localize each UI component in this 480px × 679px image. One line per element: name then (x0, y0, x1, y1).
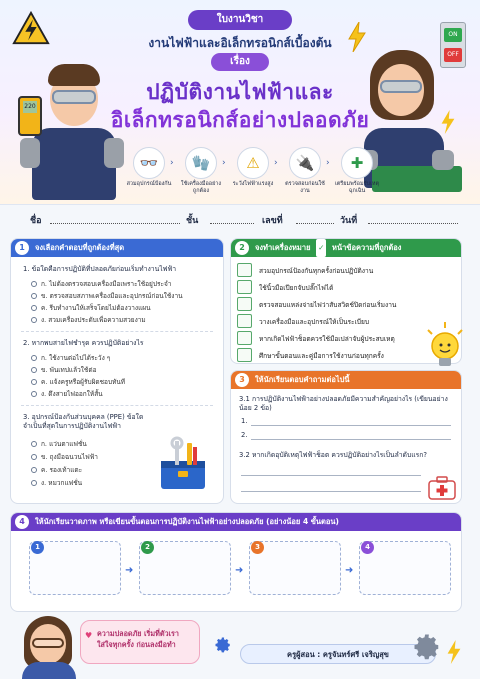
first-aid-icon: ✚ (341, 147, 373, 179)
radio-icon (31, 367, 37, 373)
checklist-item[interactable]: ศึกษาขั้นตอนและคู่มือการใช้งานก่อนทุกครั้ง (237, 348, 384, 362)
toolbox-icon (153, 435, 213, 495)
section-multiple-choice (10, 238, 224, 504)
arrow-right-icon: ➜ (125, 565, 134, 576)
step-number: 3 (251, 541, 264, 554)
safety-item (282, 147, 328, 195)
safety-item (230, 147, 276, 188)
number-field[interactable] (296, 223, 334, 224)
multimeter-icon (18, 96, 42, 136)
radio-icon (31, 293, 37, 299)
answer-option[interactable]: ข. พันเทปแล้วใช้ต่อ (31, 365, 96, 375)
divider (21, 405, 213, 406)
class-label: ชั้น (186, 216, 199, 226)
safety-item (178, 147, 224, 195)
question-text: 3. อุปกรณ์ป้องกันส่วนบุคคล (PPE) ข้อใดจำเป็นที่สุดในการปฏิบัติงานไฟฟ้า (23, 413, 144, 430)
section-steps (10, 512, 462, 612)
answer-number: 2. (241, 431, 248, 439)
section-number: 3 (235, 373, 249, 387)
name-label: ชื่อ (30, 216, 42, 226)
quote-line2: ใส่ใจทุกครั้ง ก่อนลงมือทำ (97, 640, 176, 649)
radio-icon (31, 454, 37, 460)
name-field[interactable] (50, 223, 180, 224)
divider (21, 331, 213, 332)
teacher-illustration (14, 612, 84, 679)
section-short-answer (230, 370, 462, 504)
checklist-item[interactable]: วางเครื่องมือและอุปกรณ์ให้เป็นระเบียบ (237, 314, 369, 328)
safety-caption: ระวังไฟฟ้าแรงสูง (232, 181, 274, 187)
radio-icon (31, 355, 37, 361)
arrow-right-icon: › (326, 158, 330, 168)
safety-caption: สวมอุปกรณ์ป้องกัน (126, 181, 172, 187)
checkbox-icon (237, 280, 252, 294)
question (23, 413, 153, 431)
date-label: วันที่ (340, 216, 358, 226)
lightbulb-icon (422, 320, 468, 374)
answer-line[interactable] (241, 491, 421, 492)
safety-item (126, 147, 172, 188)
teacher-name: ครูผู้สอน : ครูจันทร์ศรี เจริญสุข (240, 644, 436, 664)
quote-line1: ความปลอดภัย เริ่มที่ตัวเรา (97, 629, 179, 638)
radio-icon (31, 441, 37, 447)
answer-option[interactable]: ค. รีบทำงานให้เสร็จโดยไม่ต้องวางแผน (31, 303, 151, 313)
safety-caption: ตรวจสอบก่อนใช้งาน (285, 181, 325, 194)
safety-item (334, 147, 380, 195)
checklist-item[interactable]: สวมอุปกรณ์ป้องกันทุกครั้งก่อนปฏิบัติงาน (237, 263, 373, 277)
section-title: ให้นักเรียนวาดภาพ หรือเขียนขั้นตอนการปฏิบัติงานไฟฟ้าอย่างปลอดภัย (อย่างน้อย 4 ขั้นตอน) (35, 517, 339, 526)
checkmark-icon: ✓ (316, 239, 326, 257)
answer-option[interactable]: ค. แจ้งครูหรือผู้รับผิดชอบทันที (31, 377, 125, 387)
arrow-right-icon: ➜ (235, 565, 244, 576)
gear-icon (412, 632, 442, 662)
answer-line[interactable] (251, 439, 451, 440)
radio-icon (31, 317, 37, 323)
radio-icon (31, 391, 37, 397)
arrow-right-icon: › (170, 158, 174, 168)
answer-option[interactable]: ง. ดึงสายไฟออกให้สั้น (31, 389, 103, 399)
safety-quote (80, 620, 200, 664)
step-number: 4 (361, 541, 374, 554)
section-number: 4 (15, 515, 29, 529)
safety-caption: ใช้เครื่องมืออย่างถูกต้อง (180, 181, 222, 194)
lightning-bolt-icon (446, 640, 462, 664)
answer-option[interactable]: ง. สวมเครื่องประดับเพื่อความสวยงาม (31, 315, 146, 325)
main-title-line1: ปฏิบัติงานไฟฟ้าและ (146, 80, 334, 104)
section-header (231, 371, 461, 389)
gloves-icon: 🧤 (185, 147, 217, 179)
arrow-right-icon: › (274, 158, 278, 168)
arrow-right-icon: › (222, 158, 226, 168)
checklist-item[interactable]: ใช้นิ้วมือเปียกจับปลั๊กไฟได้ (237, 280, 333, 294)
radio-icon (31, 467, 37, 473)
answer-option[interactable]: ค. รองเท้าแตะ (31, 465, 82, 475)
question (23, 265, 219, 274)
section-number: 2 (235, 241, 249, 255)
checkbox-icon (237, 348, 252, 362)
answer-option[interactable]: ก. แว่นตาแฟชั่น (31, 439, 87, 449)
section-header (11, 239, 223, 257)
main-title-line2: อิเล็กทรอนิกส์อย่างปลอดภัย (110, 108, 370, 132)
date-field[interactable] (368, 223, 458, 224)
step-number: 1 (31, 541, 44, 554)
meter-reading: 220 (23, 101, 37, 113)
section-number: 1 (15, 241, 29, 255)
boy-technician-illustration (14, 50, 134, 200)
checklist-item[interactable]: หากเกิดไฟฟ้าช็อตควรใช้มือเปล่าจับผู้ประสบเหตุ (237, 331, 395, 345)
question-text: 3.1 การปฏิบัติงานไฟฟ้าอย่างปลอดภัยมีความสำคัญอย่างไร (เขียนอย่างน้อย 2 ข้อ) (239, 395, 448, 412)
plug-icon: 🔌 (289, 147, 321, 179)
answer-option[interactable]: ข. ถุงมือฉนวนไฟฟ้า (31, 452, 98, 462)
goggles-icon: 👓 (133, 147, 165, 179)
answer-option[interactable]: ก. ไม่ต้องตรวจสอบเครื่องมือเพราะใช้อยู่ประจำ (31, 279, 171, 289)
question-text: 2. หากพบสายไฟชำรุด ควรปฏิบัติอย่างไร (23, 339, 144, 347)
radio-icon (31, 305, 37, 311)
checkbox-icon (237, 331, 252, 345)
question-text: 3.2 หากเกิดอุบัติเหตุไฟฟ้าช็อต ควรปฏิบัติอย่างไรเป็นลำดับแรก? (239, 451, 428, 459)
answer-line[interactable] (241, 475, 421, 476)
course-title: งานไฟฟ้าและอิเล็กทรอนิกส์เบื้องต้น (148, 36, 332, 50)
switch-off-label: OFF (444, 48, 462, 62)
section-header (11, 513, 461, 531)
checkbox-icon (237, 297, 252, 311)
gear-icon (214, 636, 232, 654)
answer-option[interactable]: ง. หมวกแฟชั่น (31, 478, 82, 488)
safety-caption: เตรียมพร้อมรับเหตุฉุกเฉิน (334, 181, 380, 194)
student-info-row (10, 210, 470, 230)
switch-on-label: ON (444, 28, 462, 42)
checklist-item[interactable]: ตรวจสอบแหล่งจ่ายไฟว่าสับสวิตช์ปิดก่อนเริ่มงาน (237, 297, 396, 311)
number-label: เลขที่ (262, 216, 283, 226)
checkbox-icon (237, 263, 252, 277)
answer-option[interactable]: ก. ใช้งานต่อไปได้ระวัง ๆ (31, 353, 110, 363)
worksheet-header (0, 0, 480, 205)
section-title-prefix: จงทำเครื่องหมาย (255, 243, 311, 252)
answer-option[interactable]: ข. ตรวจสอบสภาพเครื่องมือและอุปกรณ์ก่อนใช้งาน (31, 291, 183, 301)
question-text: 1. ข้อใดคือการปฏิบัติที่ปลอดภัยก่อนเริ่มทำงานไฟฟ้า (23, 265, 177, 273)
heart-icon: ♥ (85, 631, 93, 640)
radio-icon (31, 379, 37, 385)
topic-label: เรื่อง (211, 53, 269, 71)
first-aid-kit-icon (427, 475, 457, 501)
section-title: จงเลือกคำตอบที่ถูกต้องที่สุด (35, 243, 125, 252)
radio-icon (31, 480, 37, 486)
answer-number: 1. (241, 417, 248, 425)
warning-icon: ⚠ (237, 147, 269, 179)
radio-icon (31, 281, 37, 287)
subject-label: ใบงานวิชา (188, 10, 292, 30)
arrow-right-icon: ➜ (345, 565, 354, 576)
checkbox-icon (237, 314, 252, 328)
question (23, 339, 219, 348)
section-header (231, 239, 461, 257)
class-field[interactable] (210, 223, 254, 224)
section-title: ให้นักเรียนตอบคำถามต่อไปนี้ (255, 375, 350, 384)
step-number: 2 (141, 541, 154, 554)
section-title-suffix: หน้าข้อความที่ถูกต้อง (332, 243, 402, 252)
answer-line[interactable] (251, 425, 451, 426)
